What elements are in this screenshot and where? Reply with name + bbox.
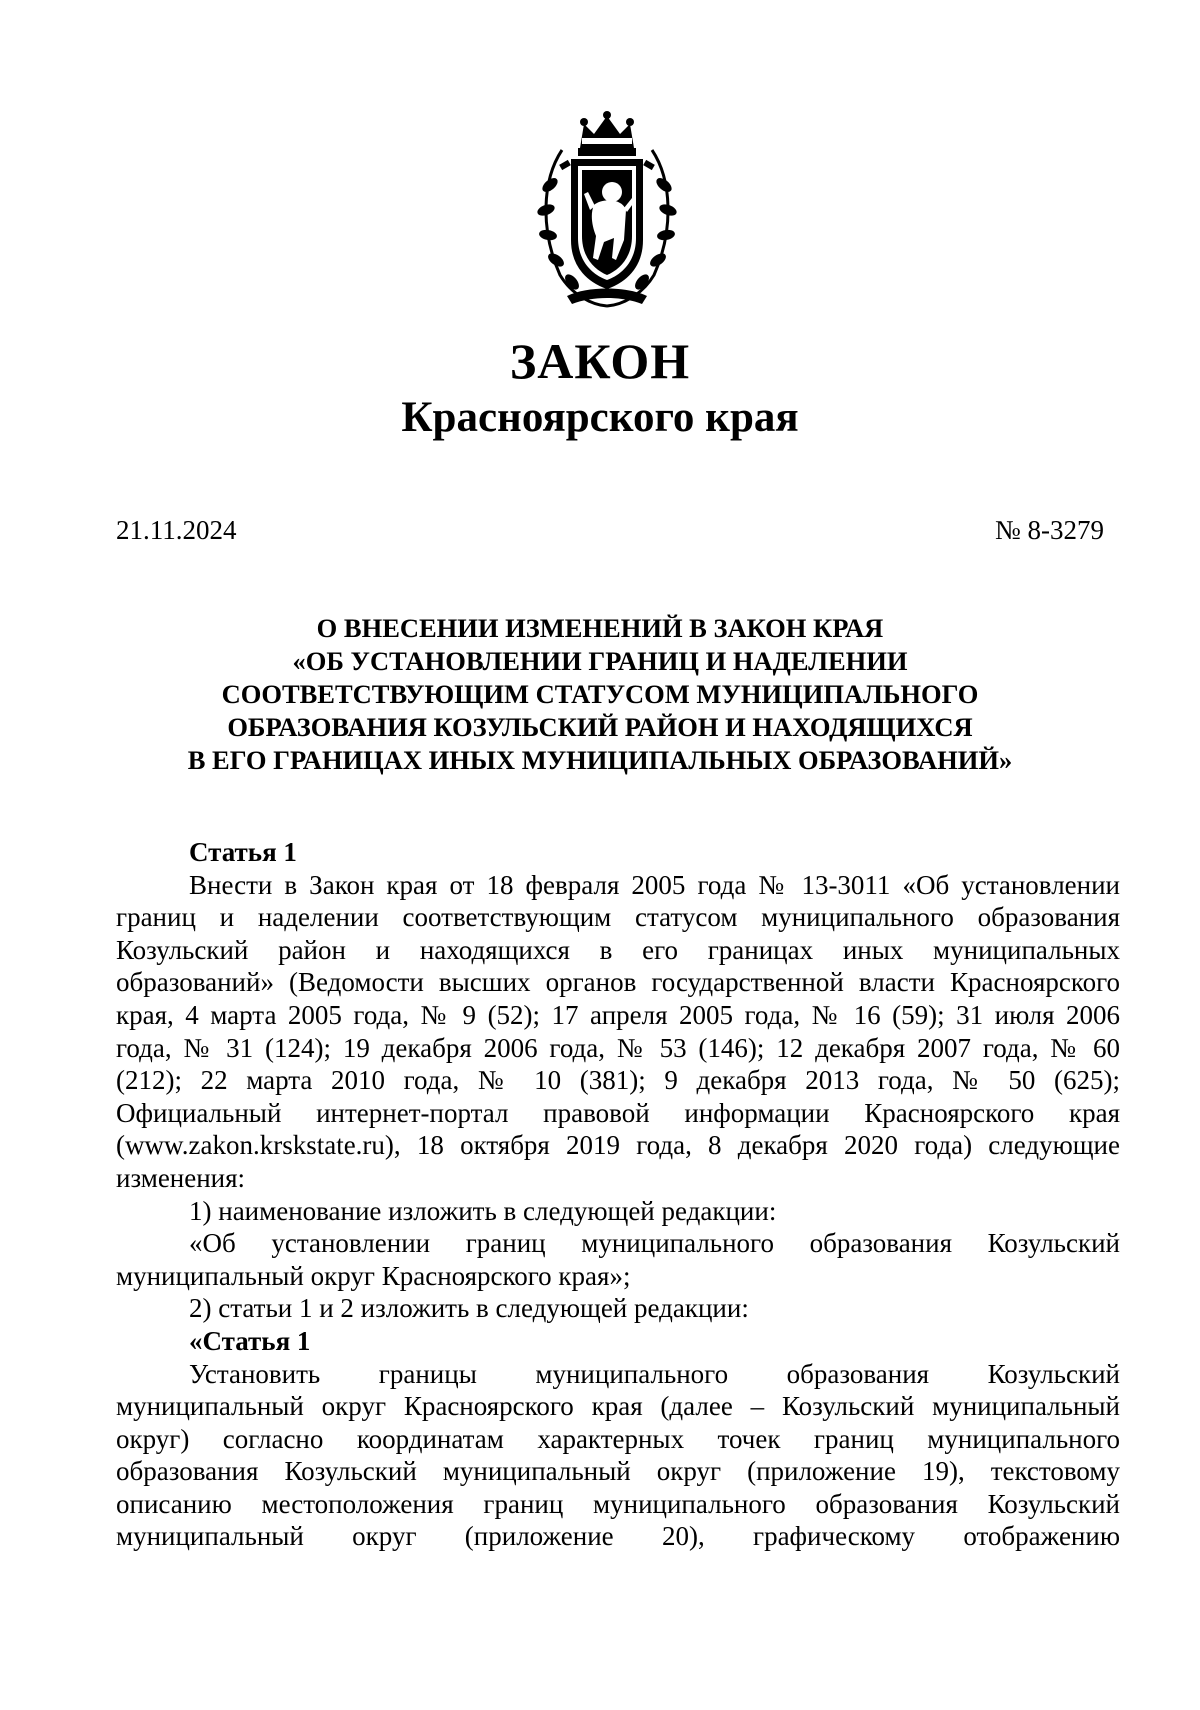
body-line: муниципальный округ Красноярского края»; — [116, 1260, 631, 1291]
body-line: муниципальный округ Красноярского края (далее – Козульский муниципальный — [116, 1391, 1120, 1422]
body-line: Внести в Закон края от 18 февраля 2005 года № 13-3011 «Об установлении — [189, 869, 1120, 900]
title-line: В ЕГО ГРАНИЦАХ ИНЫХ МУНИЦИПАЛЬНЫХ ОБРАЗОВАНИЙ» — [187, 745, 1013, 775]
body-line: 1) наименование изложить в следующей редакции: — [189, 1195, 777, 1226]
body-line: края, 4 марта 2005 года, № 9 (52); 17 апреля 2005 года, № 16 (59); 31 июля 2006 — [116, 999, 1120, 1030]
document-title — [100, 612, 1100, 777]
body-line: (www.zakon.krskstate.ru), 18 октября 2019 года, 8 декабря 2020 года) следующие — [116, 1130, 1120, 1161]
document-body — [116, 836, 1120, 1553]
body-line: образований» (Ведомости высших органов государственной власти Красноярского — [116, 967, 1120, 998]
body-line: Официальный интернет-портал правовой информации Красноярского края — [116, 1097, 1120, 1128]
body-line: границ и наделении соответствующим статусом муниципального образования — [116, 902, 1120, 933]
coat-of-arms-icon — [532, 110, 682, 312]
body-line: года, № 31 (124); 19 декабря 2006 года, № 53 (146); 12 декабря 2007 года, № 60 — [116, 1032, 1120, 1063]
document-date: 21.11.2024 — [116, 515, 237, 545]
body-line: образования Козульский муниципальный округ (приложение 19), текстовому — [116, 1456, 1120, 1487]
document-number: № 8-3279 — [994, 515, 1104, 545]
body-line: округ) согласно координатам характерных точек границ муниципального — [116, 1423, 1120, 1454]
title-line: ОБРАЗОВАНИЯ КОЗУЛЬСКИЙ РАЙОН И НАХОДЯЩИХСЯ — [227, 712, 973, 742]
body-line: Козульский район и находящихся в его границах иных муниципальных — [116, 934, 1120, 965]
title-line: СООТВЕТСТВУЮЩИМ СТАТУСОМ МУНИЦИПАЛЬНОГО — [221, 679, 979, 709]
body-line: 2) статьи 1 и 2 изложить в следующей редакции: — [189, 1293, 749, 1324]
body-line: изменения: — [116, 1162, 246, 1193]
document-issuer: Красноярского края — [401, 394, 799, 441]
title-line: «ОБ УСТАНОВЛЕНИИ ГРАНИЦ И НАДЕЛЕНИИ — [292, 646, 908, 676]
document-type: ЗАКОН — [509, 333, 691, 389]
title-line: О ВНЕСЕНИИ ИЗМЕНЕНИЙ В ЗАКОН КРАЯ — [316, 613, 884, 643]
article-heading: «Статья 1 — [189, 1325, 311, 1356]
article-heading: Статья 1 — [189, 837, 297, 867]
body-line: описанию местоположения границ муниципального образования Козульский — [116, 1488, 1120, 1519]
body-line: «Об установлении границ муниципального образования Козульский — [189, 1228, 1120, 1259]
body-line: (212); 22 марта 2010 года, № 10 (381); 9 декабря 2013 года, № 50 (625); — [116, 1065, 1120, 1096]
body-line: муниципальный округ (приложение 20), графическому отображению — [116, 1521, 1120, 1552]
body-line: Установить границы муниципального образования Козульский — [189, 1358, 1120, 1389]
